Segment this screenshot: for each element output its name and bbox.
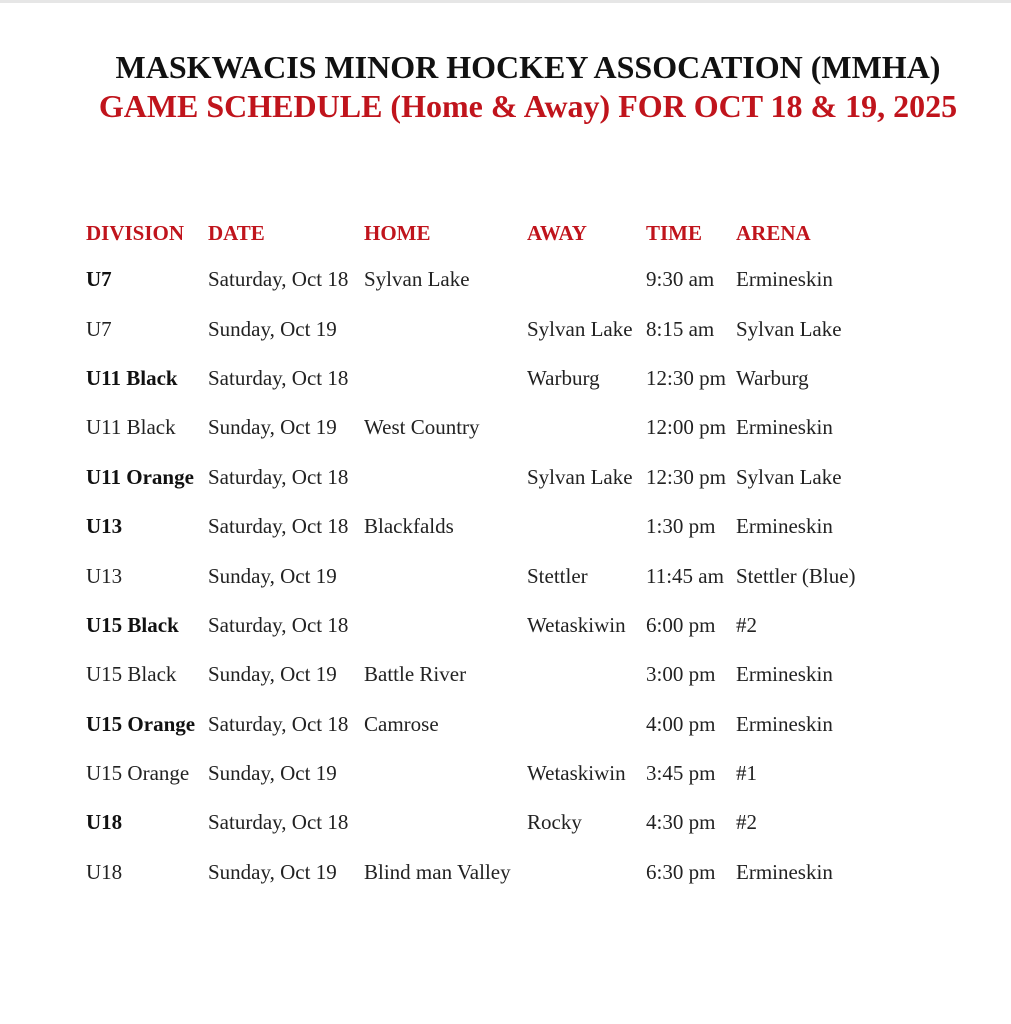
cell-time: 11:45 am bbox=[646, 563, 724, 588]
cell-home: Blackfalds bbox=[364, 514, 454, 539]
cell-arena: Ermineskin bbox=[736, 859, 833, 884]
cell-time: 12:30 pm bbox=[646, 365, 726, 390]
table-row bbox=[86, 601, 946, 650]
table-row bbox=[86, 502, 946, 551]
cell-date: Saturday, Oct 18 bbox=[208, 711, 349, 736]
schedule-title: GAME SCHEDULE (Home & Away) FOR OCT 18 & 19, 2025 bbox=[98, 88, 958, 124]
header-home: HOME bbox=[364, 220, 431, 245]
cell-division: U11 Black bbox=[86, 415, 176, 440]
cell-date: Saturday, Oct 18 bbox=[208, 464, 349, 489]
cell-home bbox=[364, 354, 527, 403]
cell-time: 6:00 pm bbox=[646, 612, 716, 637]
cell-date: Saturday, Oct 18 bbox=[208, 514, 349, 539]
title-block bbox=[0, 48, 1011, 126]
cell-home bbox=[364, 601, 527, 650]
top-edge-divider bbox=[0, 0, 1011, 3]
cell-arena: #1 bbox=[736, 761, 757, 786]
table-row bbox=[86, 354, 946, 403]
cell-away: Wetaskiwin bbox=[527, 612, 626, 637]
cell-arena: Ermineskin bbox=[736, 415, 833, 440]
cell-time: 8:15 am bbox=[646, 316, 715, 341]
table-row bbox=[86, 453, 946, 502]
cell-away: Rocky bbox=[527, 810, 582, 835]
cell-date: Sunday, Oct 19 bbox=[208, 761, 337, 786]
cell-date: Saturday, Oct 18 bbox=[208, 365, 349, 390]
header-time: TIME bbox=[646, 220, 703, 245]
cell-away bbox=[527, 502, 646, 551]
cell-date: Sunday, Oct 19 bbox=[208, 859, 337, 884]
header-date: DATE bbox=[208, 220, 265, 245]
cell-home bbox=[364, 304, 527, 353]
table-row bbox=[86, 650, 946, 699]
cell-away bbox=[527, 650, 646, 699]
cell-away bbox=[527, 403, 646, 452]
header-arena: ARENA bbox=[736, 220, 811, 245]
cell-away: Stettler bbox=[527, 563, 588, 588]
cell-division: U7 bbox=[86, 316, 112, 341]
cell-division: U13 bbox=[86, 514, 123, 539]
cell-date: Sunday, Oct 19 bbox=[208, 563, 337, 588]
table-row bbox=[86, 403, 946, 452]
cell-division: U11 Orange bbox=[86, 464, 194, 489]
schedule-table bbox=[86, 211, 946, 897]
cell-away: Sylvan Lake bbox=[527, 464, 633, 489]
cell-arena: Ermineskin bbox=[736, 267, 833, 292]
cell-time: 6:30 pm bbox=[646, 859, 716, 884]
cell-time: 1:30 pm bbox=[646, 514, 716, 539]
table-row bbox=[86, 798, 946, 847]
cell-division: U7 bbox=[86, 267, 112, 292]
cell-away bbox=[527, 255, 646, 304]
cell-date: Saturday, Oct 18 bbox=[208, 810, 349, 835]
cell-arena: Ermineskin bbox=[736, 711, 833, 736]
table-row bbox=[86, 304, 946, 353]
cell-home: West Country bbox=[364, 415, 480, 440]
cell-time: 3:45 pm bbox=[646, 761, 716, 786]
cell-home: Blind man Valley bbox=[364, 859, 511, 884]
cell-division: U15 Black bbox=[86, 612, 179, 637]
table-row bbox=[86, 700, 946, 749]
cell-arena: Ermineskin bbox=[736, 514, 833, 539]
cell-arena: Sylvan Lake bbox=[736, 316, 842, 341]
cell-away: Warburg bbox=[527, 365, 600, 390]
header-division: DIVISION bbox=[86, 220, 185, 245]
cell-arena: #2 bbox=[736, 810, 757, 835]
cell-home bbox=[364, 798, 527, 847]
table-row bbox=[86, 749, 946, 798]
cell-division: U15 Orange bbox=[86, 761, 190, 786]
cell-division: U18 bbox=[86, 859, 123, 884]
cell-home: Camrose bbox=[364, 711, 439, 736]
cell-time: 3:00 pm bbox=[646, 662, 716, 687]
cell-time: 12:30 pm bbox=[646, 464, 726, 489]
cell-time: 12:00 pm bbox=[646, 415, 726, 440]
cell-time: 4:30 pm bbox=[646, 810, 716, 835]
cell-home: Sylvan Lake bbox=[364, 267, 470, 292]
cell-division: U15 Orange bbox=[86, 711, 196, 736]
org-title: MASKWACIS MINOR HOCKEY ASSOCATION (MMHA) bbox=[115, 49, 941, 85]
cell-time: 9:30 am bbox=[646, 267, 715, 292]
cell-date: Sunday, Oct 19 bbox=[208, 662, 337, 687]
cell-away bbox=[527, 700, 646, 749]
cell-away: Wetaskiwin bbox=[527, 761, 626, 786]
cell-date: Sunday, Oct 19 bbox=[208, 316, 337, 341]
cell-arena: #2 bbox=[736, 612, 757, 637]
table-row bbox=[86, 848, 946, 897]
table-header-row bbox=[86, 211, 946, 255]
cell-away: Sylvan Lake bbox=[527, 316, 633, 341]
cell-arena: Sylvan Lake bbox=[736, 464, 842, 489]
cell-date: Saturday, Oct 18 bbox=[208, 612, 349, 637]
cell-home bbox=[364, 749, 527, 798]
cell-home bbox=[364, 551, 527, 600]
cell-division: U11 Black bbox=[86, 365, 178, 390]
header-away: AWAY bbox=[527, 220, 587, 245]
cell-away bbox=[527, 848, 646, 897]
cell-home: Battle River bbox=[364, 662, 467, 687]
cell-date: Sunday, Oct 19 bbox=[208, 415, 337, 440]
table-row bbox=[86, 255, 946, 304]
cell-arena: Warburg bbox=[736, 365, 809, 390]
schedule-body bbox=[86, 255, 946, 897]
cell-home bbox=[364, 453, 527, 502]
cell-arena: Ermineskin bbox=[736, 662, 833, 687]
cell-division: U18 bbox=[86, 810, 123, 835]
cell-time: 4:00 pm bbox=[646, 711, 716, 736]
cell-date: Saturday, Oct 18 bbox=[208, 267, 349, 292]
cell-division: U15 Black bbox=[86, 662, 177, 687]
cell-arena: Stettler (Blue) bbox=[736, 563, 856, 588]
table-row bbox=[86, 551, 946, 600]
cell-division: U13 bbox=[86, 563, 123, 588]
